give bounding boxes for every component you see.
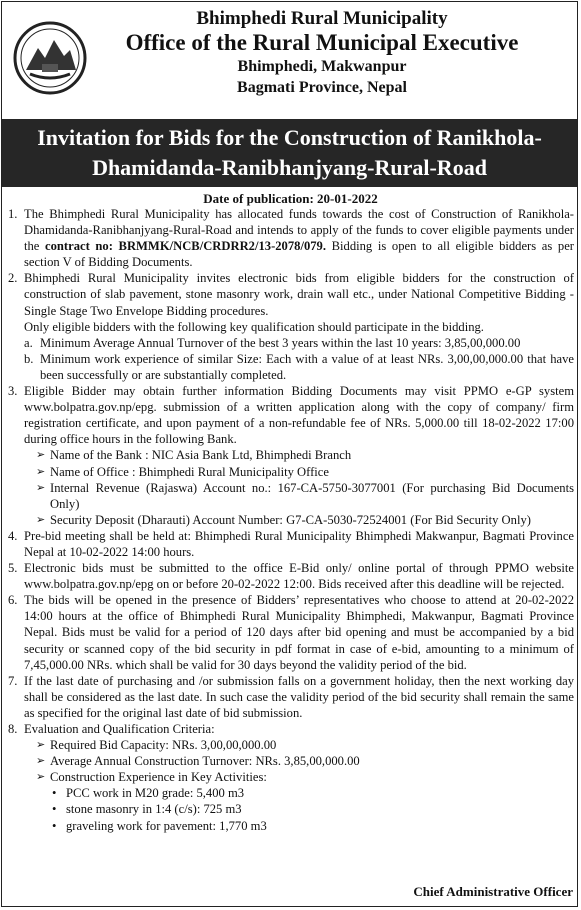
- security-account: ➢ Security Deposit (Dharauti) Account Number: G7-CA-5030-72524001 (For Bid Security Only): [36, 512, 531, 527]
- list-item: 6. The bids will be opened in the presence of Bidders’ representatives who choose to attend at 20-02-2022 14:00 hours at the office of Bhimphedi Rural Municipality Bhimphedi, Makwanpur, Bagmati Province Nepal. Bids must be valid for a period of 120 days after bid opening and must be accompanied by a bid security or scanned copy of the bid security in pdf format in case of e-bid, amounting to a minimum of 7,45,000.00 NRs. which shall be valid for 30 days beyond the validity period of the bid.: [8, 593, 574, 672]
- criteria-turnover: ➢ Average Annual Construction Turnover: NRs. 3,85,00,000.00: [36, 754, 360, 769]
- bullet-icon: •: [52, 786, 57, 801]
- criteria-experience: ➢ Construction Experience in Key Activities:: [36, 770, 267, 785]
- activity-masonry: • stone masonry in 1:4 (c/s): 725 m3: [52, 802, 242, 817]
- contract-number: contract no: BRMMK/NCB/CRDRR2/13-2078/079.: [45, 239, 326, 254]
- qualification-b: b. Minimum work experience of similar Size: Each with a value of at least NRs. 3,00,00,000.00 that have been successfully or are substantially completed.: [24, 351, 574, 382]
- office-name-line: ➢ Name of Office : Bhimphedi Rural Municipality Office: [36, 464, 329, 479]
- list-item: 7. If the last date of purchasing and /or submission falls on a government holiday, then the next working day shall be considered as the last date. In such case the validity period of the bid security shall remain the same as specified for the original last date of bid submission.: [8, 673, 574, 720]
- signature: Chief Administrative Officer: [413, 884, 573, 899]
- arrow-icon: ➢: [36, 481, 46, 494]
- list-item: 3. Eligible Bidder may obtain further information Bidding Documents may visit PPMO e-GP system www.bolpatra.gov.np/epg. submission of a written application along with the copy of company/ firm registration certificate, and upon payment of a non-refundable fee of NRs. 5,000.00 till 18-02-2022 17:00 during office hours in the following Bank.: [8, 384, 574, 447]
- municipality-name: Bhimphedi Rural Municipality: [196, 8, 448, 29]
- qualification-a: a. Minimum Average Annual Turnover of the best 3 years within the last 10 years: 3,85,00,000.00: [24, 335, 521, 350]
- title-line-1: Invitation for Bids for the Construction of Ranikhola-: [37, 125, 542, 150]
- header-text: [92, 8, 552, 98]
- activity-graveling: • graveling work for pavement: 1,770 m3: [52, 818, 267, 833]
- title-banner: [2, 119, 577, 187]
- arrow-icon: ➢: [36, 465, 46, 478]
- list-item: 2. Bhimphedi Rural Municipality invites electronic bids from eligible bidders for the construction of construction of slab pavement, stone masonry work, drain wall etc., under National Competitive Bidding -Single Stage Two Envelope Bidding procedures. Only eligible bidders with the following key qualification should participate in the bidding.: [8, 271, 574, 334]
- list-item: 5. Electronic bids must be submitted to the office E-Bid only/ online portal of through PPMO website www.bolpatra.gov.np/epg on or before 20-02-2022 12:00. Bids received after this deadline will be rejected.: [8, 561, 574, 592]
- office-address: Bhimphedi, Makwanpur: [237, 58, 407, 75]
- revenue-account: ➢ Internal Revenue (Rajaswa) Account no.: 167-CA-5750-3077001 (For purchasing Bid Documents Only): [36, 480, 574, 511]
- bullet-icon: •: [52, 802, 57, 817]
- list-item: 1. The Bhimphedi Rural Municipality has allocated funds towards the cost of Construction of Ranikhola-Dhamidanda-Ranibhanjyang-Rural-Road and intends to apply of the funds to cover eligible payments under the contract no: BRMMK/NCB/CRDRR2/13-2078/079. Bidding is open to all eligible bidders as per section V of Bidding Documents.: [8, 207, 574, 270]
- publication-date: Date of publication: 20-01-2022: [203, 191, 378, 206]
- arrow-icon: ➢: [36, 739, 46, 752]
- title-line-2: Dhamidanda-Ranibhanjyang-Rural-Road: [92, 155, 487, 180]
- list-item: 8. Evaluation and Qualification Criteria:: [8, 722, 215, 736]
- arrow-icon: ➢: [36, 513, 46, 526]
- bank-name: ➢ Name of the Bank : NIC Asia Bank Ltd, Bhimphedi Branch: [36, 448, 352, 463]
- notice-body: [8, 206, 574, 834]
- office-province: Bagmati Province, Nepal: [237, 79, 407, 96]
- header: [2, 2, 577, 115]
- arrow-icon: ➢: [36, 771, 46, 784]
- activity-pcc: • PCC work in M20 grade: 5,400 m3: [52, 786, 245, 801]
- criteria-capacity: ➢ Required Bid Capacity: NRs. 3,00,00,000.00: [36, 738, 277, 753]
- municipality-logo-icon: [12, 20, 88, 96]
- list-item: 4. Pre-bid meeting shall be held at: Bhimphedi Rural Municipality Bhimphedi Makwanpur, Bagmati Province Nepal at 10-02-2022 14:00 hours.: [8, 528, 574, 559]
- office-name: Office of the Rural Municipal Executive: [125, 30, 519, 55]
- arrow-icon: ➢: [36, 755, 46, 768]
- bullet-icon: •: [52, 818, 57, 833]
- arrow-icon: ➢: [36, 449, 46, 462]
